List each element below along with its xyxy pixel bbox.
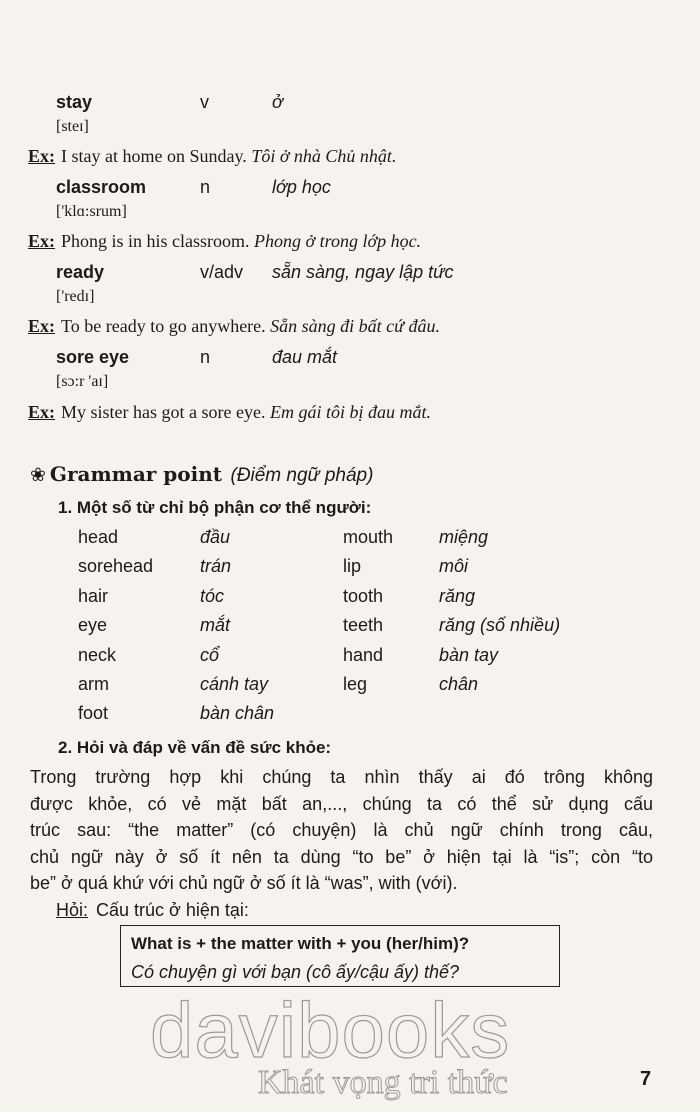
hoi-text: Cấu trúc ở hiện tại: <box>96 900 249 920</box>
structure-question: What is + the matter with + you (her/him)? <box>131 934 470 953</box>
vocab-meaning: ở <box>272 92 283 112</box>
vocab-meaning: lớp học <box>272 177 331 197</box>
body-part-en: sorehead <box>78 556 154 577</box>
vocab-meaning: sẵn sàng, ngay lập tức <box>272 262 454 282</box>
watermark-slogan: Khát vọng tri thức <box>258 1064 508 1101</box>
example-en: To be ready to go anywhere. <box>61 316 266 336</box>
table-row <box>78 645 638 674</box>
body-part-vi: răng <box>439 585 476 606</box>
vocab-entry <box>0 262 700 314</box>
table-row <box>78 586 638 615</box>
vocab-entry <box>0 92 700 144</box>
body-part-vi: bàn chân <box>200 703 275 724</box>
paragraph-line: be” ở quá khứ với chủ ngữ ở số ít là “was”, with (với). <box>30 873 458 893</box>
vocab-ipa: ['redɪ] <box>56 288 95 305</box>
question-structure-label <box>56 900 249 921</box>
table-row <box>78 674 638 703</box>
structure-box <box>120 925 560 987</box>
explanation-paragraph <box>30 764 653 897</box>
vocab-word: sore eye <box>56 347 130 367</box>
section-title: 2. Hỏi và đáp về vấn đề sức khỏe: <box>58 738 332 757</box>
example-vi: Sẵn sàng đi bất cứ đâu. <box>270 316 440 336</box>
watermark-brand: davibooks <box>150 986 511 1074</box>
body-part-en: neck <box>78 644 117 665</box>
body-part-vi: chân <box>439 673 479 694</box>
body-part-vi: bàn tay <box>439 644 499 665</box>
grammar-heading <box>30 462 373 487</box>
body-part-vi: tóc <box>200 585 225 606</box>
vocab-meaning: đau mắt <box>272 347 338 367</box>
vocab-word: stay <box>56 92 93 112</box>
body-part-en: foot <box>78 703 109 724</box>
vocab-pos: v/adv <box>200 262 244 282</box>
example-vi: Phong ở trong lớp học. <box>254 231 422 251</box>
paragraph-line: chủ ngữ này ở số ít nên ta dùng “to be” ở hiện tại là “is”; còn “to <box>30 846 653 867</box>
example-tag: Ex: <box>28 146 55 166</box>
paragraph-line: Trong trường hợp khi chúng ta nhìn thấy ai đó trông không <box>30 767 653 787</box>
section-title: 1. Một số từ chỉ bộ phận cơ thể người: <box>58 498 372 517</box>
example-sentence <box>28 146 396 167</box>
example-sentence <box>28 231 421 252</box>
body-part-vi: cánh tay <box>200 673 269 694</box>
table-row <box>78 615 638 644</box>
example-tag: Ex: <box>28 402 55 422</box>
vocab-entry <box>0 347 700 399</box>
example-tag: Ex: <box>28 231 55 251</box>
body-part-en: arm <box>78 673 109 694</box>
body-parts-table <box>78 527 638 733</box>
body-part-en: lip <box>343 556 362 577</box>
page-number: 7 <box>640 1068 652 1090</box>
vocab-pos: n <box>200 347 211 367</box>
body-part-en: mouth <box>343 527 394 547</box>
grammar-title: Grammar point <box>49 462 222 486</box>
body-part-vi: răng (số nhiều) <box>439 615 561 636</box>
body-part-en: leg <box>343 673 368 694</box>
vocab-pos: v <box>200 92 209 112</box>
vocab-ipa: ['klɑ:srum] <box>56 203 127 220</box>
example-en: I stay at home on Sunday. <box>61 146 247 166</box>
example-en: My sister has got a sore eye. <box>61 402 266 422</box>
example-sentence <box>28 316 440 337</box>
flower-icon: ❀ <box>30 465 46 486</box>
body-part-en: eye <box>78 615 108 636</box>
vocab-pos: n <box>200 177 211 197</box>
body-part-en: tooth <box>343 585 384 606</box>
vocab-word: classroom <box>56 177 147 197</box>
body-part-vi: đầu <box>200 527 231 547</box>
table-row <box>78 556 638 585</box>
vocab-word: ready <box>56 262 105 282</box>
body-part-vi: miệng <box>439 527 489 547</box>
table-row <box>78 527 638 556</box>
example-en: Phong is in his classroom. <box>61 231 250 251</box>
table-row <box>78 703 638 732</box>
vocab-ipa: [steɪ] <box>56 118 89 135</box>
body-part-vi: trán <box>200 556 232 577</box>
example-sentence <box>28 402 431 423</box>
body-part-en: hand <box>343 644 384 665</box>
body-part-vi: cổ <box>200 644 220 665</box>
body-part-vi: môi <box>439 556 469 577</box>
vocab-ipa: [sɔ:r 'aɪ] <box>56 373 109 390</box>
body-part-vi: mắt <box>200 615 231 636</box>
body-part-en: hair <box>78 585 109 606</box>
example-vi: Tôi ở nhà Chủ nhật. <box>251 146 397 166</box>
example-tag: Ex: <box>28 316 55 336</box>
example-vi: Em gái tôi bị đau mắt. <box>269 402 431 422</box>
body-part-en: head <box>78 527 119 547</box>
paragraph-line: trúc sau: “the matter” (có chuyện) là chủ ngữ chính trong câu, <box>30 820 653 840</box>
vocab-entry <box>0 177 700 229</box>
structure-answer: Có chuyện gì với bạn (cô ấy/cậu ấy) thế? <box>131 962 460 982</box>
paragraph-line: được khỏe, có vẻ mặt bất an,..., chúng ta có thể sử dụng cấu <box>30 793 653 814</box>
hoi-label: Hỏi: <box>56 900 89 920</box>
grammar-subtitle: (Điểm ngữ pháp) <box>230 465 374 486</box>
body-part-en: teeth <box>343 615 384 636</box>
